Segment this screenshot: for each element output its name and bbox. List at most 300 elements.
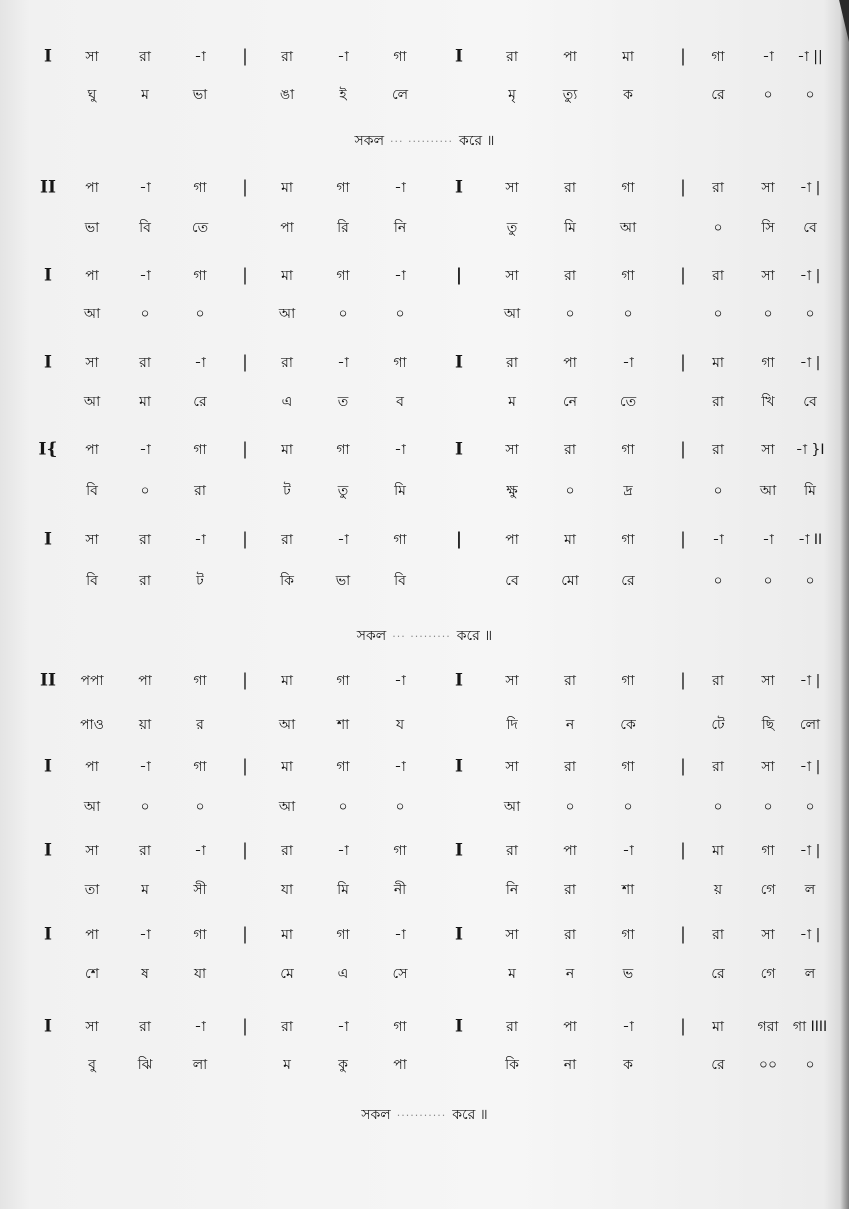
bar-line: | — [680, 177, 686, 198]
lyric-syllable: নি — [393, 220, 407, 236]
lyric-syllable: ম — [508, 394, 516, 410]
swara-note: -া — [762, 49, 774, 65]
swara-note: -া — [194, 843, 206, 859]
lyric-syllable: মি — [394, 483, 406, 499]
swara-note: রা — [506, 355, 518, 371]
lyric-syllable: রে — [711, 966, 725, 982]
swara-note: গা — [336, 927, 350, 943]
lyric-syllable: ০ — [805, 573, 815, 589]
swara-note: গা — [336, 759, 350, 775]
swara-note: রা — [564, 673, 576, 689]
lyric-syllable: দি — [506, 717, 518, 733]
swara-note: মা — [281, 442, 293, 458]
lyric-syllable: এ — [281, 394, 293, 410]
refrain-dots: ··········· — [396, 1109, 447, 1122]
swara-note: -া — [139, 268, 151, 284]
swara-note: রা — [564, 759, 576, 775]
swara-note: সা — [761, 180, 775, 196]
swara-note: পা — [563, 1019, 577, 1035]
lyric-syllable: ম — [283, 1057, 291, 1073]
lyric-syllable: আ — [278, 306, 296, 322]
swara-note: -া — [337, 49, 349, 65]
lyric-syllable: মো — [561, 573, 579, 589]
refrain-line — [0, 129, 849, 153]
lyric-syllable: শে — [85, 966, 99, 982]
swara-note: গা — [621, 268, 635, 284]
lyric-syllable: ০ — [395, 799, 405, 815]
lyric-syllable: ভা — [192, 87, 208, 103]
bar-line: | — [242, 756, 248, 777]
lyric-syllable: ০ — [763, 573, 773, 589]
lyric-syllable: বি — [139, 220, 151, 236]
lyric-syllable: কি — [280, 573, 294, 589]
lyric-syllable: মে — [280, 966, 294, 982]
lyric-syllable: ০ — [195, 799, 205, 815]
swara-note: সা — [85, 49, 99, 65]
lyric-syllable: ০ — [565, 799, 575, 815]
swara-note: -া — [394, 180, 406, 196]
bar-line: I — [44, 924, 52, 945]
lyric-syllable: নি — [505, 882, 519, 898]
swara-note: -া }I — [795, 442, 825, 458]
lyric-syllable: ত — [337, 394, 349, 410]
lyric-syllable: র — [196, 717, 204, 733]
swara-note: -া — [139, 927, 151, 943]
swara-note: রা — [712, 268, 724, 284]
swara-note: গা — [621, 759, 635, 775]
lyric-syllable: ঘু — [87, 87, 97, 103]
bar-line: | — [242, 1016, 248, 1037]
lyric-syllable: ০ — [805, 87, 815, 103]
swara-note: পা — [563, 49, 577, 65]
lyric-syllable: বে — [505, 573, 519, 589]
lyric-syllable: রা — [564, 882, 576, 898]
bar-line: I — [44, 1016, 52, 1037]
swara-note: গা — [621, 532, 635, 548]
swara-note: -া — [394, 927, 406, 943]
lyric-syllable: কে — [620, 717, 636, 733]
refrain-end: করে ॥ — [452, 1107, 488, 1123]
lyric-syllable: রে — [621, 573, 635, 589]
lyric-syllable: ০ — [623, 799, 633, 815]
lyric-syllable: সী — [193, 882, 207, 898]
bar-line: I — [44, 756, 52, 777]
lyric-syllable: মৃ — [508, 87, 516, 103]
lyric-syllable: ০ — [763, 306, 773, 322]
swara-note: গা — [761, 843, 775, 859]
swara-note: মা — [622, 49, 634, 65]
lyric-syllable: গে — [760, 882, 776, 898]
lyric-syllable: ০ — [763, 799, 773, 815]
lyric-syllable: ঝি — [137, 1057, 153, 1073]
lyric-syllable: আ — [278, 799, 296, 815]
lyric-syllable: ম — [141, 882, 149, 898]
lyric-syllable: ০ — [763, 87, 773, 103]
swara-note: রা — [712, 673, 724, 689]
lyric-syllable: ভা — [335, 573, 351, 589]
swara-note: মা — [281, 673, 293, 689]
swara-note: গা — [621, 180, 635, 196]
swara-note: মা — [712, 843, 724, 859]
lyric-syllable: ০ — [565, 306, 575, 322]
bar-line: | — [680, 840, 686, 861]
swara-note: পা — [85, 180, 99, 196]
bar-line: II — [40, 177, 56, 198]
swara-note: -া — [194, 532, 206, 548]
swara-note: গা — [193, 927, 207, 943]
bar-line: I — [455, 756, 463, 777]
bar-line: | — [242, 46, 248, 67]
bar-line: | — [455, 265, 463, 286]
lyric-syllable: এ — [337, 966, 349, 982]
swara-note: -া — [139, 180, 151, 196]
lyric-syllable: আ — [278, 717, 296, 733]
bar-line: | — [680, 352, 686, 373]
lyric-syllable: ই — [339, 87, 347, 103]
swara-note: -া — [712, 532, 724, 548]
swara-note: মা — [712, 1019, 724, 1035]
swara-note: সা — [761, 759, 775, 775]
swara-note: গা — [336, 268, 350, 284]
swara-note: গা — [193, 759, 207, 775]
swara-note: রা — [506, 843, 518, 859]
refrain-dots: ··· ·········· — [390, 135, 453, 148]
swara-note: রা — [281, 843, 293, 859]
lyric-syllable: ত্যু — [562, 87, 578, 103]
swara-note: পা — [138, 673, 152, 689]
bar-line: | — [242, 924, 248, 945]
refrain-line — [0, 1103, 849, 1127]
lyric-syllable: য় — [713, 882, 723, 898]
lyric-syllable: ০ — [195, 306, 205, 322]
swara-note: -া — [194, 1019, 206, 1035]
lyric-syllable: ০ — [338, 306, 348, 322]
lyric-syllable: মি — [564, 220, 576, 236]
swara-note: সা — [761, 268, 775, 284]
swara-note: রা — [564, 180, 576, 196]
lyric-syllable: ০ — [140, 799, 150, 815]
swara-note: মা — [281, 268, 293, 284]
lyric-syllable: দ্র — [623, 483, 633, 499]
lyric-syllable: আ — [503, 306, 521, 322]
lyric-syllable: ম — [141, 87, 149, 103]
bar-line: I — [455, 924, 463, 945]
swara-note: গা — [711, 49, 725, 65]
lyric-syllable: রা — [139, 573, 151, 589]
swara-note: রা — [139, 532, 151, 548]
lyric-syllable: শা — [336, 717, 350, 733]
lyric-syllable: রে — [711, 87, 725, 103]
swara-note: -া | — [799, 180, 821, 196]
swara-note: পা — [85, 759, 99, 775]
swara-note: পা — [563, 355, 577, 371]
swara-note: রা — [281, 49, 293, 65]
swara-note: -া — [139, 759, 151, 775]
bar-line: I — [455, 177, 463, 198]
swara-note: গা — [193, 442, 207, 458]
lyric-syllable: নী — [393, 882, 407, 898]
lyric-syllable: ০ — [140, 483, 150, 499]
refrain-end: করে ॥ — [458, 133, 495, 149]
bar-line: I — [455, 439, 463, 460]
swara-note: মা — [281, 759, 293, 775]
lyric-syllable: গে — [760, 966, 776, 982]
lyric-syllable: মি — [804, 483, 816, 499]
swara-note: গা — [336, 673, 350, 689]
swara-note: রা — [139, 843, 151, 859]
bar-line: I — [455, 840, 463, 861]
swara-note: মা — [281, 180, 293, 196]
lyric-syllable: ০ — [713, 306, 723, 322]
bar-line: I — [455, 46, 463, 67]
swara-note: সা — [761, 673, 775, 689]
swara-note: গা — [393, 1019, 407, 1035]
lyric-syllable: বু — [88, 1057, 96, 1073]
lyric-syllable: কি — [505, 1057, 519, 1073]
lyric-syllable: যা — [280, 882, 294, 898]
bar-line: | — [242, 840, 248, 861]
lyric-syllable: সি — [761, 220, 775, 236]
lyric-syllable: রা — [712, 394, 724, 410]
refrain-word: সকল — [354, 133, 385, 149]
lyric-syllable: রে — [193, 394, 207, 410]
lyric-syllable: আ — [619, 220, 637, 236]
swara-note: -া — [622, 355, 634, 371]
swara-note: রা — [506, 49, 518, 65]
bar-line: | — [242, 177, 248, 198]
bar-line: I — [455, 352, 463, 373]
bar-line: | — [680, 756, 686, 777]
lyric-syllable: আ — [83, 306, 101, 322]
lyric-syllable: নে — [562, 394, 578, 410]
refrain-end: করে ॥ — [456, 628, 493, 644]
bar-line: I — [44, 265, 52, 286]
lyric-syllable: য়া — [138, 717, 152, 733]
swara-note: গা — [193, 673, 207, 689]
lyric-syllable: ভা — [84, 220, 100, 236]
swara-note: সা — [505, 673, 519, 689]
swara-note: -া — [622, 1019, 634, 1035]
swara-note: রা — [139, 1019, 151, 1035]
lyric-syllable: বি — [86, 573, 98, 589]
swara-note: সা — [505, 927, 519, 943]
lyric-syllable: ০ — [713, 483, 723, 499]
lyric-syllable: তা — [84, 882, 100, 898]
swara-note: গা — [336, 180, 350, 196]
bar-line: I — [44, 46, 52, 67]
swara-note: সা — [85, 843, 99, 859]
swara-note: -া | — [799, 673, 821, 689]
lyric-syllable: ল — [804, 882, 816, 898]
lyric-syllable: ছি — [761, 717, 775, 733]
lyric-syllable: রি — [337, 220, 349, 236]
bar-line: I — [455, 670, 463, 691]
lyric-syllable: ০ — [623, 306, 633, 322]
swara-note: মা — [564, 532, 576, 548]
swara-note: সা — [505, 442, 519, 458]
swara-note: -া | — [799, 759, 821, 775]
lyric-syllable: লা — [192, 1057, 208, 1073]
swara-note: রা — [564, 927, 576, 943]
bar-line: I — [455, 1016, 463, 1037]
lyric-syllable: ঙা — [279, 87, 295, 103]
bar-line: | — [242, 529, 248, 550]
swara-note: -া | — [799, 268, 821, 284]
bar-line: | — [680, 439, 686, 460]
lyric-syllable: ক — [623, 1057, 633, 1073]
lyric-syllable: তু — [506, 220, 518, 236]
lyric-syllable: ০ — [395, 306, 405, 322]
swara-note: রা — [712, 442, 724, 458]
lyric-syllable: ০ — [805, 306, 815, 322]
bar-line: I — [44, 352, 52, 373]
refrain-line — [0, 624, 849, 648]
bar-line: | — [680, 924, 686, 945]
lyric-syllable: তে — [191, 220, 209, 236]
page-edge-shadow — [840, 0, 849, 1209]
lyric-syllable: কু — [338, 1057, 348, 1073]
lyric-syllable: ০ — [565, 483, 575, 499]
swara-note: সা — [85, 355, 99, 371]
lyric-syllable: ০ — [713, 220, 723, 236]
bar-line: | — [680, 46, 686, 67]
swara-note: সা — [505, 268, 519, 284]
swara-note: -া — [394, 673, 406, 689]
bar-line: | — [680, 265, 686, 286]
lyric-syllable: তে — [619, 394, 637, 410]
bar-line: II — [40, 670, 56, 691]
bar-line: | — [455, 529, 463, 550]
swara-note: রা — [712, 759, 724, 775]
bar-line: | — [680, 529, 686, 550]
swara-note: রা — [712, 180, 724, 196]
lyric-syllable: ল — [804, 966, 816, 982]
swara-note: পা — [85, 442, 99, 458]
lyric-syllable: ০০ — [758, 1057, 778, 1073]
lyric-syllable: আ — [503, 799, 521, 815]
swara-note: রা — [712, 927, 724, 943]
lyric-syllable: মি — [337, 882, 349, 898]
lyric-syllable: খি — [761, 394, 775, 410]
swara-note: সা — [505, 180, 519, 196]
lyric-syllable: বে — [803, 394, 817, 410]
swara-note: গা — [193, 268, 207, 284]
swara-note: -া — [337, 532, 349, 548]
lyric-syllable: শা — [621, 882, 635, 898]
swara-note: -া II — [797, 532, 823, 548]
swara-note: গা IIII — [792, 1019, 828, 1035]
lyric-syllable: ভ — [622, 966, 634, 982]
bar-line: I — [44, 529, 52, 550]
swara-note: -া — [394, 442, 406, 458]
lyric-syllable: ক্ষু — [506, 483, 518, 499]
swara-note: রা — [281, 532, 293, 548]
lyric-syllable: আ — [83, 799, 101, 815]
lyric-syllable: ব — [396, 394, 404, 410]
lyric-syllable: রে — [711, 1057, 725, 1073]
swara-note: পা — [505, 532, 519, 548]
refrain-word: সকল — [356, 628, 387, 644]
swara-note: গা — [621, 442, 635, 458]
lyric-syllable: ষ — [141, 966, 149, 982]
swara-note: রা — [281, 1019, 293, 1035]
lyric-syllable: লে — [391, 87, 409, 103]
swara-note: মা — [281, 927, 293, 943]
lyric-syllable: সে — [392, 966, 408, 982]
bar-line: | — [242, 265, 248, 286]
swara-note: -া | — [799, 355, 821, 371]
lyric-syllable: ০ — [338, 799, 348, 815]
swara-note: গা — [336, 442, 350, 458]
lyric-syllable: ট — [196, 573, 204, 589]
swara-note: -া — [622, 843, 634, 859]
swara-note: সা — [85, 1019, 99, 1035]
swara-note: গরা — [757, 1019, 779, 1035]
swara-note: -া — [194, 49, 206, 65]
swara-note: -া — [337, 355, 349, 371]
swara-note: -া — [194, 355, 206, 371]
swara-note: গা — [193, 180, 207, 196]
swara-note: গা — [621, 927, 635, 943]
lyric-syllable: আ — [83, 394, 101, 410]
swara-note: সা — [761, 442, 775, 458]
swara-note: গা — [393, 532, 407, 548]
swara-note: পা — [85, 268, 99, 284]
lyric-syllable: পা — [393, 1057, 407, 1073]
bar-line: | — [242, 439, 248, 460]
swara-note: গা — [393, 49, 407, 65]
refrain-word: সকল — [361, 1107, 391, 1123]
lyric-syllable: ট — [283, 483, 291, 499]
swara-note: গা — [621, 673, 635, 689]
lyric-syllable: মা — [139, 394, 151, 410]
refrain-dots: ··· ········· — [392, 630, 451, 643]
bar-line: | — [242, 352, 248, 373]
swara-note: রা — [139, 49, 151, 65]
bar-line: I{ — [38, 439, 58, 460]
lyric-syllable: পাও — [80, 717, 104, 733]
lyric-syllable: লো — [799, 717, 821, 733]
swara-note: -া || — [797, 49, 823, 65]
bar-line: | — [680, 670, 686, 691]
lyric-syllable: রা — [194, 483, 206, 499]
swara-note: -া — [337, 1019, 349, 1035]
lyric-syllable: ম — [508, 966, 516, 982]
lyric-syllable: তু — [337, 483, 349, 499]
bar-line: | — [680, 1016, 686, 1037]
swara-note: রা — [281, 355, 293, 371]
swara-note: সা — [761, 927, 775, 943]
swara-note: -া | — [799, 927, 821, 943]
swara-note: -া — [394, 759, 406, 775]
lyric-syllable: ন — [565, 966, 575, 982]
lyric-syllable: আ — [759, 483, 777, 499]
lyric-syllable: ন — [565, 717, 575, 733]
swara-note: রা — [506, 1019, 518, 1035]
swara-note: সা — [505, 759, 519, 775]
swara-note: পপা — [80, 673, 104, 689]
swara-note: মা — [712, 355, 724, 371]
lyric-syllable: ০ — [805, 1057, 815, 1073]
swara-note: রা — [564, 268, 576, 284]
lyric-syllable: য — [395, 717, 405, 733]
lyric-syllable: পা — [280, 220, 294, 236]
lyric-syllable: টে — [711, 717, 725, 733]
bar-line: | — [242, 670, 248, 691]
lyric-syllable: ০ — [140, 306, 150, 322]
swara-note: পা — [85, 927, 99, 943]
lyric-syllable: ০ — [713, 799, 723, 815]
